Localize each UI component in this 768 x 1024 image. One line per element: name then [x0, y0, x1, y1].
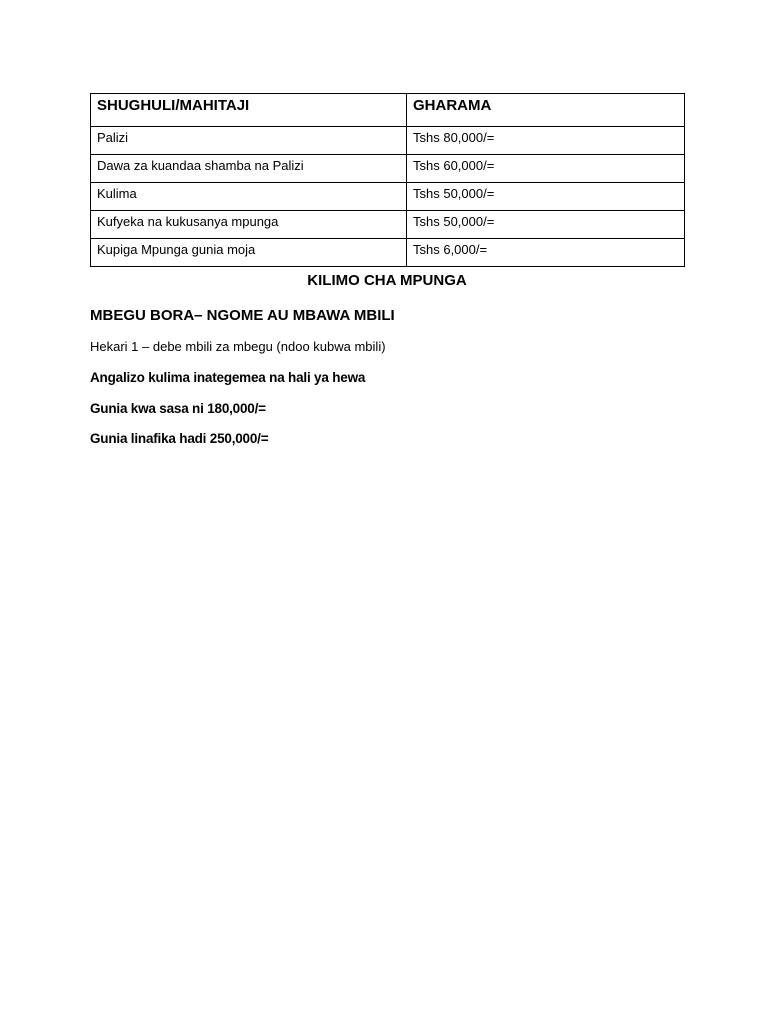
table-row [91, 183, 685, 211]
current-sack-price: Gunia kwa sasa ni 180,000/= [90, 401, 266, 416]
cell-cost: Tshs 6,000/= [407, 239, 685, 267]
table-row [91, 155, 685, 183]
table-row [91, 127, 685, 155]
cell-activity: Palizi [91, 127, 407, 155]
cell-activity: Dawa za kuandaa shamba na Palizi [91, 155, 407, 183]
cell-cost: Tshs 50,000/= [407, 183, 685, 211]
table-row [91, 239, 685, 267]
cell-cost: Tshs 50,000/= [407, 211, 685, 239]
weather-note: Angalizo kulima inategemea na hali ya hewa [90, 370, 366, 385]
cell-cost: Tshs 60,000/= [407, 155, 685, 183]
cost-table [90, 93, 685, 267]
cell-cost: Tshs 80,000/= [407, 127, 685, 155]
document-title: KILIMO CHA MPUNGA [307, 272, 467, 289]
table-header-row [91, 94, 685, 127]
document-subtitle: MBEGU BORA– NGOME AU MBAWA MBILI [90, 307, 395, 324]
table-row [91, 211, 685, 239]
cell-activity: Kulima [91, 183, 407, 211]
max-sack-price: Gunia linafika hadi 250,000/= [90, 431, 269, 446]
seed-note: Hekari 1 – debe mbili za mbegu (ndoo kubwa mbili) [90, 339, 386, 354]
cell-activity: Kufyeka na kukusanya mpunga [91, 211, 407, 239]
header-activity: SHUGHULI/MAHITAJI [91, 94, 407, 127]
header-cost: GHARAMA [407, 94, 685, 127]
cell-activity: Kupiga Mpunga gunia moja [91, 239, 407, 267]
